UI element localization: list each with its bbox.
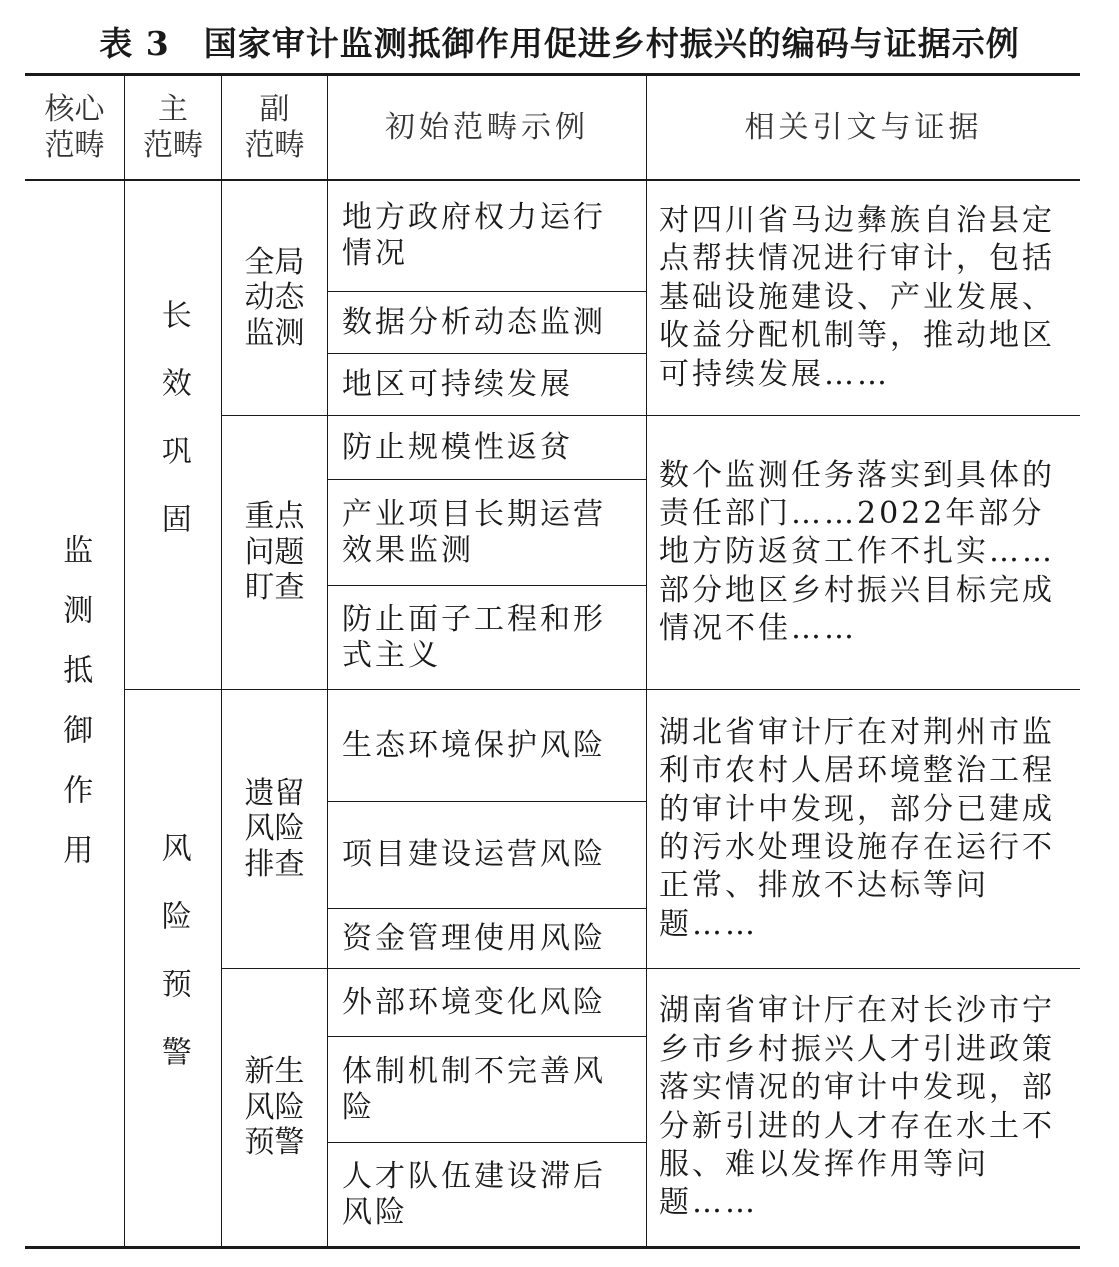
table-number: 表 3 — [99, 24, 170, 63]
initial-item-1: 地方政府权力运行情况 — [342, 200, 606, 271]
initial-item-3: 地区可持续发展 — [342, 366, 573, 402]
initial-item-12: 人才队伍建设滞后风险 — [342, 1158, 606, 1230]
initial-item-9: 资金管理使用风险 — [342, 920, 606, 956]
evidence-1: 对四川省马边彝族自治县定点帮扶情况进行审计，包括基础设施建设、产业发展、收益分配机制等，推动地区可持续发展…… — [659, 203, 1055, 392]
header-initial: 初始范畴示例 — [385, 109, 589, 145]
initial-item-6: 防止面子工程和形式主义 — [342, 601, 606, 673]
initial-item-2: 数据分析动态监测 — [342, 304, 606, 340]
evidence-2: 数个监测任务落实到具体的责任部门……2022年部分地方防返贫工作不扎实……部分地区乡村振兴目标完成情况不佳…… — [659, 457, 1055, 647]
header-core: 核心 范畴 — [44, 91, 105, 163]
header-main: 主 范畴 — [143, 91, 203, 163]
sub-category-4: 新生风险预警 — [244, 1054, 305, 1161]
initial-item-5: 产业项目长期运营效果监测 — [342, 496, 606, 568]
initial-item-8: 项目建设运营风险 — [342, 837, 606, 872]
main-category-2: 风险预警 — [155, 832, 191, 1104]
header-evidence: 相关引文与证据 — [744, 109, 983, 145]
sub-category-3: 遗留风险排查 — [244, 775, 305, 882]
core-category: 监测抵御作用 — [57, 533, 93, 894]
evidence-4: 湖南省审计厅在对长沙市宁乡市乡村振兴人才引进政策落实情况的审计中发现，部分新引进的人才存在水土不服、难以发挥作用等问题…… — [659, 993, 1055, 1221]
bottom-rule — [25, 1246, 1080, 1249]
table-caption: 国家审计监测抵御作用促进乡村振兴的编码与证据示例 — [203, 24, 1020, 63]
header-sub: 副 范畴 — [244, 91, 305, 163]
evidence-3: 湖北省审计厅在对荆州市监利市农村人居环境整治工程的审计中发现，部分已建成的污水处理设施存在运行不正常、排放不达标等问题…… — [659, 714, 1055, 942]
initial-item-4: 防止规模性返贫 — [342, 429, 573, 465]
initial-item-10: 外部环境变化风险 — [342, 984, 606, 1020]
main-category-1: 长效巩固 — [155, 299, 191, 571]
sub-category-2: 重点问题盯查 — [244, 499, 305, 606]
initial-item-11: 体制机制不完善风险 — [342, 1053, 606, 1125]
table-title — [0, 18, 1119, 68]
sub-category-1: 全局动态监测 — [244, 244, 305, 351]
initial-item-7: 生态环境保护风险 — [342, 727, 606, 763]
